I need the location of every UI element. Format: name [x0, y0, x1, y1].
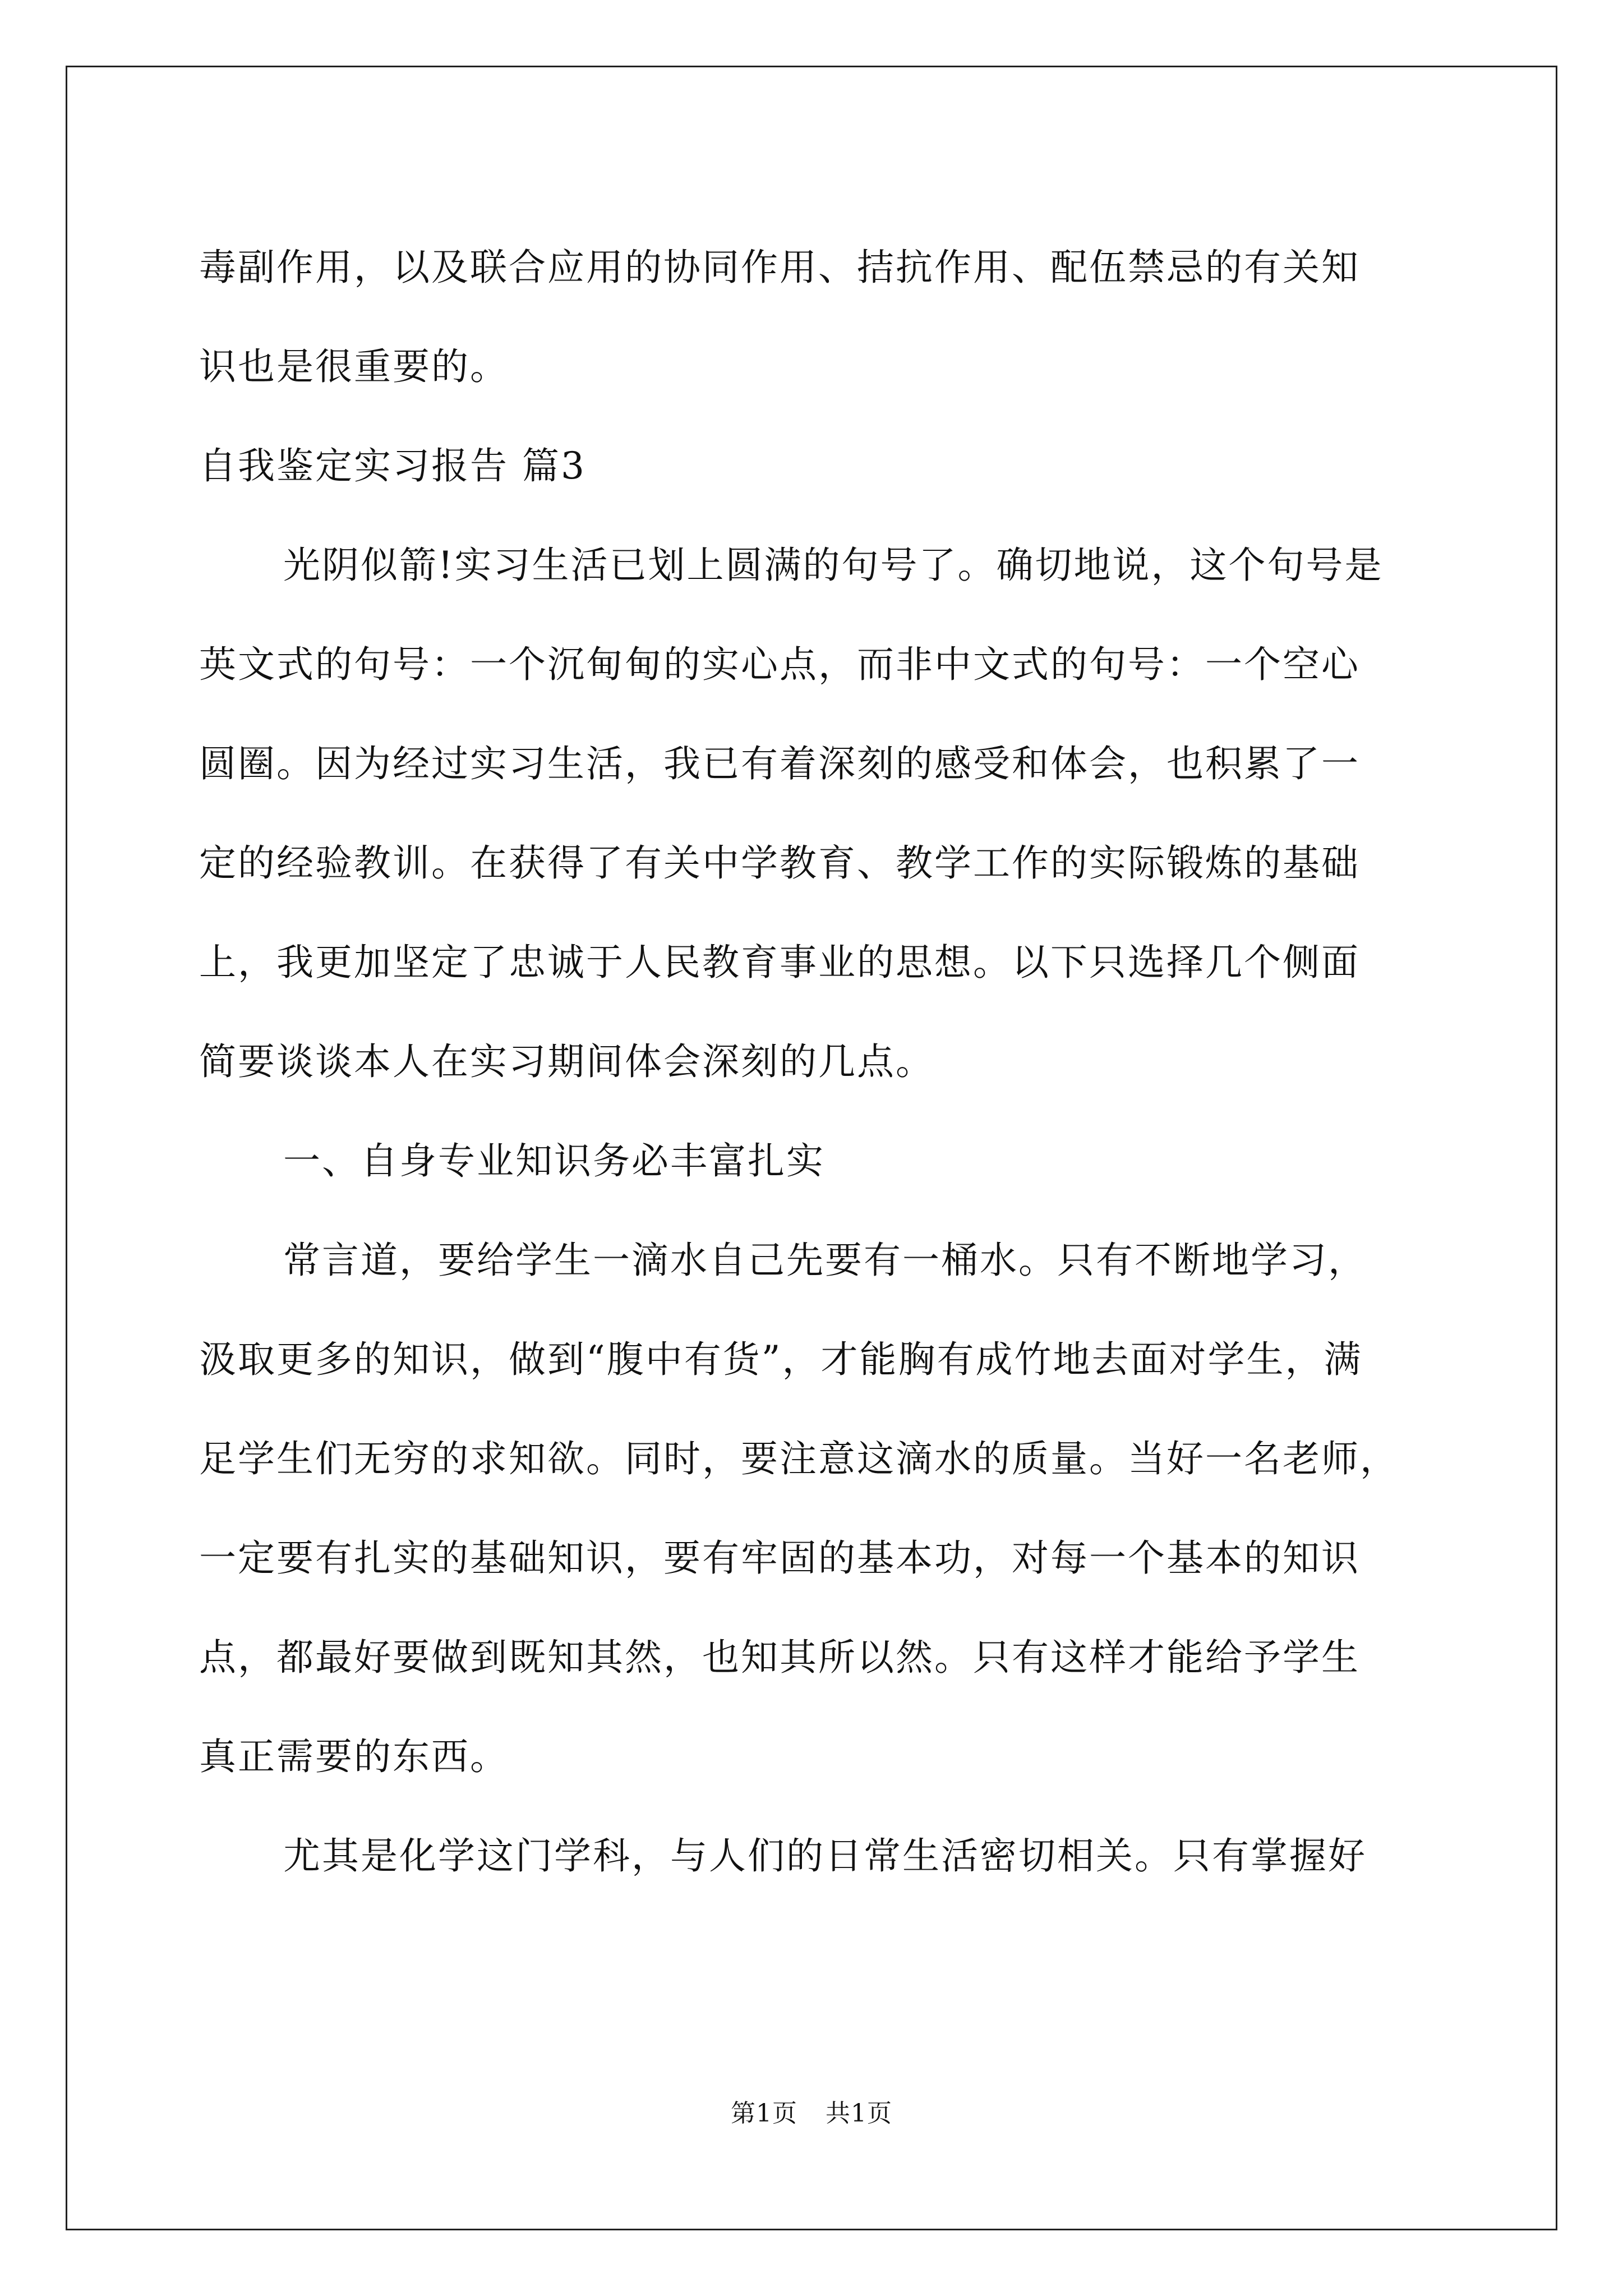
paragraph-start: 尤其是化学这门学科，与人们的日常生活密切相关。只有掌握好 — [283, 1834, 1367, 1878]
section-heading: 自我鉴定实习报告 篇3 — [199, 444, 586, 487]
paragraph-start: 常言道，要给学生一滴水自己先要有一桶水。只有不断地学习， — [283, 1239, 1367, 1282]
body-line: 汲取更多的知识，做到“腹中有货”，才能胸有成竹地去面对学生，满 — [199, 1338, 1363, 1381]
body-line: 简要谈谈本人在实习期间体会深刻的几点。 — [199, 1040, 934, 1083]
page-footer — [0, 2097, 1623, 2131]
body-line: 识也是很重要的。 — [199, 345, 509, 388]
subsection-heading: 一、自身专业知识务必丰富扎实 — [283, 1139, 825, 1182]
body-line: 点，都最好要做到既知其然，也知其所以然。只有这样才能给予学生 — [199, 1636, 1360, 1679]
paragraph-start: 光阴似箭!实习生活已划上圆满的句号了。确切地说，这个句号是 — [283, 544, 1384, 587]
body-line: 真正需要的东西。 — [199, 1735, 509, 1778]
body-line: 英文式的句号：一个沉甸甸的实心点，而非中文式的句号：一个空心 — [199, 643, 1360, 686]
document-body — [199, 218, 1461, 1906]
body-line: 足学生们无穷的求知欲。同时，要注意这滴水的质量。当好一名老师， — [199, 1437, 1399, 1480]
body-line: 毒副作用，以及联合应用的协同作用、拮抗作用、配伍禁忌的有关知 — [199, 246, 1360, 289]
body-line: 定的经验教训。在获得了有关中学教育、教学工作的实际锻炼的基础 — [199, 841, 1360, 885]
body-line: 上，我更加坚定了忠诚于人民教育事业的思想。以下只选择几个侧面 — [199, 941, 1360, 984]
body-line: 一定要有扎实的基础知识，要有牢固的基本功，对每一个基本的知识 — [199, 1536, 1360, 1580]
page-total: 共1页 — [826, 2099, 892, 2128]
body-line: 圆圈。因为经过实习生活，我已有着深刻的感受和体会，也积累了一 — [199, 742, 1360, 785]
page-number: 第1页 — [731, 2099, 797, 2128]
